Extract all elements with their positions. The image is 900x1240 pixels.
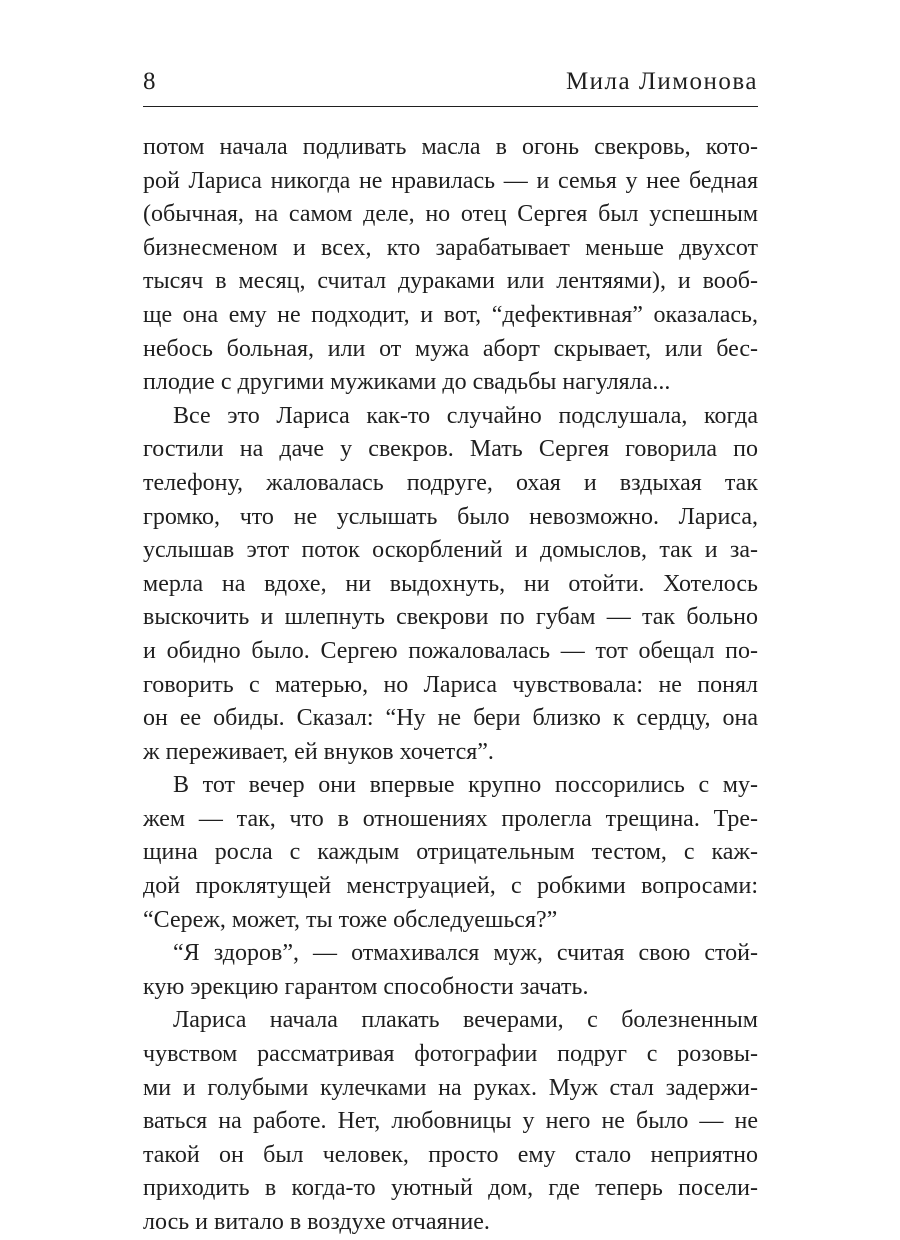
text-line: Лариса начала плакать вечерами, с болезненным (173, 1007, 758, 1034)
text-line: Все это Лариса как-то случайно подслушала, когда (173, 402, 758, 429)
text-line: говорить с матерью, но Лариса чувствовала: не понял (143, 671, 758, 698)
text-line: приходить в когда-то уютный дом, где теперь посели- (143, 1175, 758, 1202)
text-line: “Сереж, может, ты тоже обследуешься?” (143, 906, 558, 933)
paragraph-5 (143, 1004, 758, 1239)
text-line: плодие с другими мужиками до свадьбы нагуляла... (143, 369, 671, 396)
text-line: жем — так, что в отношениях пролегла трещина. Тре- (143, 805, 758, 832)
text-line: бизнесменом и всех, кто зарабатывает меньше двухсот (143, 234, 758, 261)
text-line: гостили на даче у свекров. Мать Сергея говорила по (143, 436, 758, 463)
text-line: лось и витало в воздухе отчаяние. (143, 1209, 490, 1235)
body-text (143, 131, 758, 1240)
text-line: громко, что не услышать было невозможно. Лариса, (143, 503, 758, 530)
text-line: небось больная, или от мужа аборт скрывает, или бес- (143, 335, 758, 362)
text-line: он ее обиды. Сказал: “Ну не бери близко к сердцу, она (143, 705, 758, 732)
text-line: дой проклятущей менструацией, с робкими вопросами: (143, 873, 758, 900)
text-line: ми и голубыми кулечками на руках. Муж стал задержи- (143, 1074, 758, 1101)
running-title: Мила Лимонова (565, 68, 758, 95)
text-line: “Я здоров”, — отмахивался муж, считая свою стой- (173, 940, 758, 967)
paragraph-2 (143, 400, 758, 770)
running-head (143, 62, 758, 102)
paragraph-3 (143, 769, 758, 937)
paragraph-4 (143, 937, 758, 1004)
header-rule (143, 106, 758, 107)
text-line: ж переживает, ей внуков хочется”. (143, 738, 494, 765)
text-line: чувством рассматривая фотографии подруг с розовы- (143, 1041, 758, 1068)
text-line: кую эрекцию гарантом способности зачать. (143, 973, 589, 1000)
text-line: ще она ему не подходит, и вот, “дефективная” оказалась, (143, 301, 758, 328)
text-line: щина росла с каждым отрицательным тестом, с каж- (143, 839, 758, 866)
page-number: 8 (143, 68, 156, 95)
text-line: тысяч в месяц, считал дураками или лентяями), и вооб- (143, 268, 758, 295)
text-line: рой Лариса никогда не нравилась — и семья у нее бедная (143, 167, 758, 194)
text-line: такой он был человек, просто ему стало неприятно (143, 1141, 758, 1168)
text-line: потом начала подливать масла в огонь свекровь, кото- (143, 134, 758, 160)
text-line: телефону, жаловалась подруге, охая и вздыхая так (143, 469, 758, 496)
text-line: услышав этот поток оскорблений и домыслов, так и за- (143, 537, 758, 564)
text-line: (обычная, на самом деле, но отец Сергея был успешным (143, 201, 758, 228)
text-line: ваться на работе. Нет, любовницы у него не было — не (143, 1108, 758, 1135)
text-line: В тот вечер они впервые крупно поссорились с му- (173, 772, 758, 799)
paragraph-1 (143, 131, 758, 400)
text-line: выскочить и шлепнуть свекрови по губам — так больно (143, 604, 758, 631)
text-line: мерла на вдохе, ни выдохнуть, ни отойти. Хотелось (143, 570, 758, 597)
text-line: и обидно было. Сергею пожаловалась — тот обещал по- (143, 637, 758, 664)
